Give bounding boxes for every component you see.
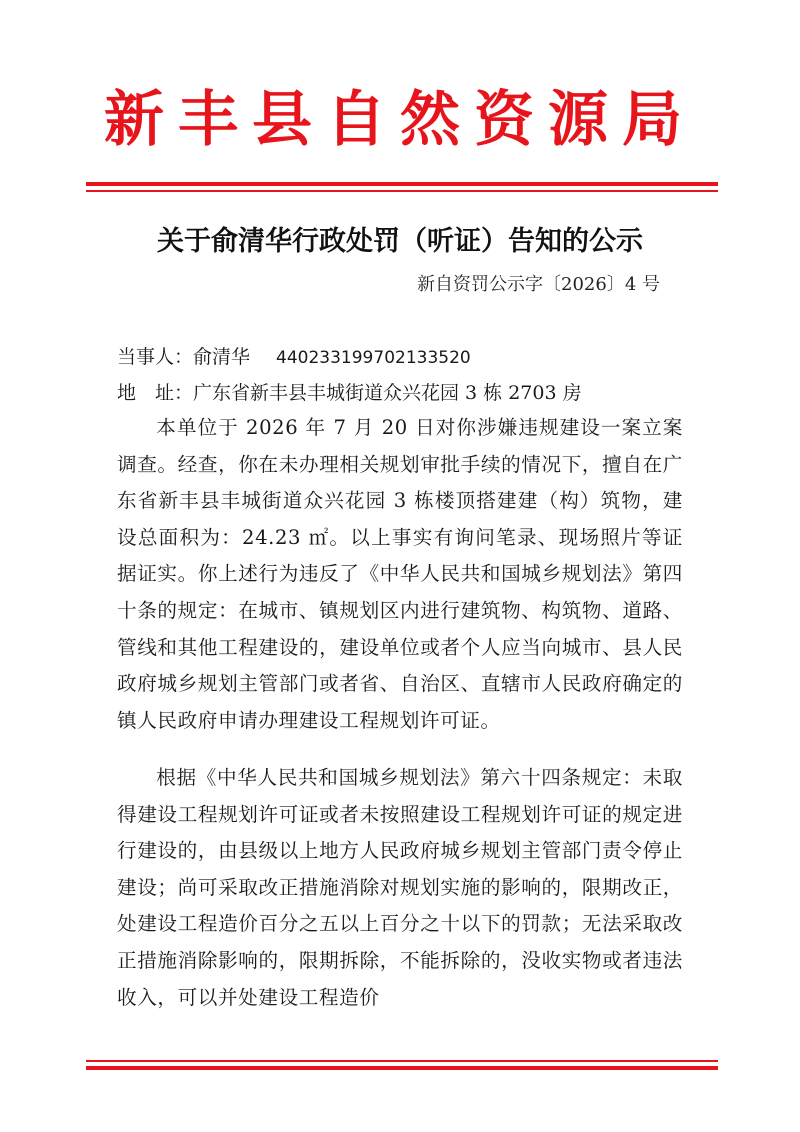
body-paragraph-1 (117, 410, 683, 739)
address-label: 地 址： (117, 382, 194, 404)
party-label: 当事人： (117, 346, 194, 368)
header-red-rule-thin (86, 190, 718, 192)
document-title: 关于俞清华行政处罚（听证）告知的公示 (157, 226, 643, 257)
party-id-number: 440233199702133520 (276, 348, 471, 368)
issuing-organization-header: 新丰县自然资源局 (104, 85, 696, 155)
header-red-rule-thick (86, 182, 718, 186)
party-name: 俞清华 (193, 346, 251, 368)
body-paragraph-2 (117, 760, 683, 1016)
address-value: 广东省新丰县丰城街道众兴花园 3 栋 2703 房 (193, 382, 582, 404)
paragraph-text: 根据《中华人民共和国城乡规划法》第六十四条规定：未取得建设工程规划许可证或者未按照建设工程规划许可证的规定进行建设的，由县级以上地方人民政府城乡规划主管部门责令停止建设；尚可采取改正措施消除对规划实施的影响的，限期改正，处建设工程造价百分之五以上百分之十以下的罚款；无法采取改正措施消除影响的，限期拆除，不能拆除的，没收实物或者违法收入，可以并处建设工程造价 (117, 766, 683, 1009)
paragraph-text: 本单位于 2026 年 7 月 20 日对你涉嫌违规建设一案立案调查。经查，你在未办理相关规划审批手续的情况下，擅自在广东省新丰县丰城街道众兴花园 3 栋楼顶搭建建（构）筑物，建设总面积为：24.23 ㎡。以上事实有询问笔录、现场照片等证据证实。你上述行为违反了《中华人民共和国城乡规划法》第四十条的规定：在城市、镇规划区内进行建筑物、构筑物、道路、管线和其他工程建设的，建设单位或者个人应当向城市、县人民政府城乡规划主管部门或者省、自治区、直辖市人民政府确定的镇人民政府申请办理建设工程规划许可证。 (117, 416, 683, 732)
footer-red-rule-thin (86, 1060, 718, 1062)
address-line (117, 378, 582, 408)
party-line (117, 342, 471, 373)
document-number: 新自资罚公示字〔2026〕4 号 (417, 274, 660, 295)
footer-red-rule-thick (86, 1066, 718, 1070)
